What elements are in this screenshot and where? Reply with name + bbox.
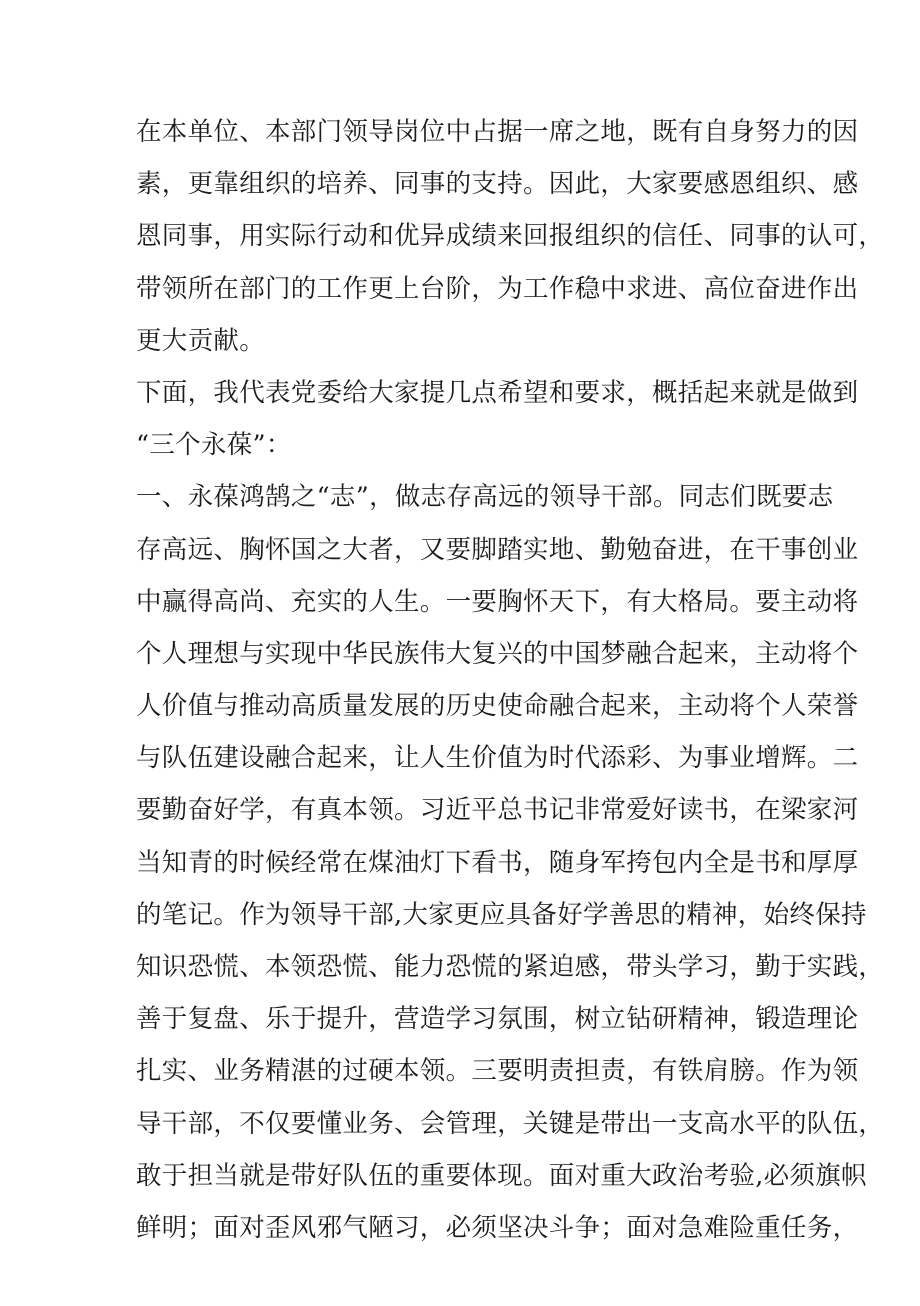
text-line: 下面，我代表党委给大家提几点希望和要求，概括起来就是做到 bbox=[136, 377, 859, 408]
text-line bbox=[136, 1254, 796, 1306]
text-line: 扎实、业务精湛的过硬本领。三要明责担责，有铁肩膀。作为领 bbox=[136, 1056, 859, 1087]
text-line: 在本单位、本部门领导岗位中占据一席之地，既有自身努力的因 bbox=[136, 117, 859, 147]
text-line: 知识恐慌、本领恐慌、能力恐慌的紧迫感，带头学习，勤于实践， bbox=[136, 952, 885, 982]
text-line: 鲜明；面对歪风邪气陋习，必须坚决斗争；面对急难险重任务， bbox=[136, 1212, 859, 1243]
text-line: 人价值与推动高质量发展的历史使命融合起来，主动将个人荣誉 bbox=[136, 691, 859, 722]
text-line: 个人理想与实现中华民族伟大复兴的中国梦融合起来，主动将个 bbox=[136, 638, 859, 669]
text-line: 素，更靠组织的培养、同事的支持。因此，大家要感恩组织、感 bbox=[136, 169, 859, 200]
text-line: 要勤奋好学，有真本领。习近平总书记非常爱好读书，在梁家河 bbox=[136, 795, 859, 826]
text-line: 与队伍建设融合起来，让人生价值为时代添彩、为事业增辉。二 bbox=[136, 743, 859, 774]
text-line: 带领所在部门的工作更上台阶，为工作稳中求进、高位奋进作出 bbox=[136, 273, 859, 304]
text-line: 存高远、胸怀国之大者，又要脚踏实地、勤勉奋进，在干事创业 bbox=[136, 534, 859, 565]
text-line: 的笔记。作为领导干部,大家更应具备好学善思的精神，始终保持 bbox=[136, 899, 867, 930]
text-line: 善于复盘、乐于提升，营造学习氛围，树立钻研精神，锻造理论 bbox=[136, 1004, 859, 1035]
text-line: 恩同事，用实际行动和优异成绩来回报组织的信任、同事的认可， bbox=[136, 221, 885, 252]
paragraph-intro bbox=[136, 367, 859, 471]
text-line: 敢于担当就是带好队伍的重要体现。面对重大政治考验,必须旗帜 bbox=[136, 1160, 867, 1191]
paragraph-section-one bbox=[136, 471, 885, 1306]
text-line: “三个永葆”： bbox=[136, 430, 292, 461]
body-text bbox=[136, 106, 885, 1306]
text-line: 更大贡献。 bbox=[136, 325, 266, 356]
paragraph-gratitude bbox=[136, 106, 885, 367]
text-line: 一、永葆鸿鹄之“志”，做志存高远的领导干部。同志们既要志 bbox=[136, 482, 834, 513]
text-line: 当知青的时候经常在煤油灯下看书，随身军挎包内全是书和厚厚 bbox=[136, 847, 859, 878]
text-line: 中赢得高尚、充实的人生。一要胸怀天下，有大格局。要主动将 bbox=[136, 586, 859, 617]
text-line: 导干部，不仅要懂业务、会管理，关键是带出一支高水平的队伍， bbox=[136, 1108, 885, 1139]
